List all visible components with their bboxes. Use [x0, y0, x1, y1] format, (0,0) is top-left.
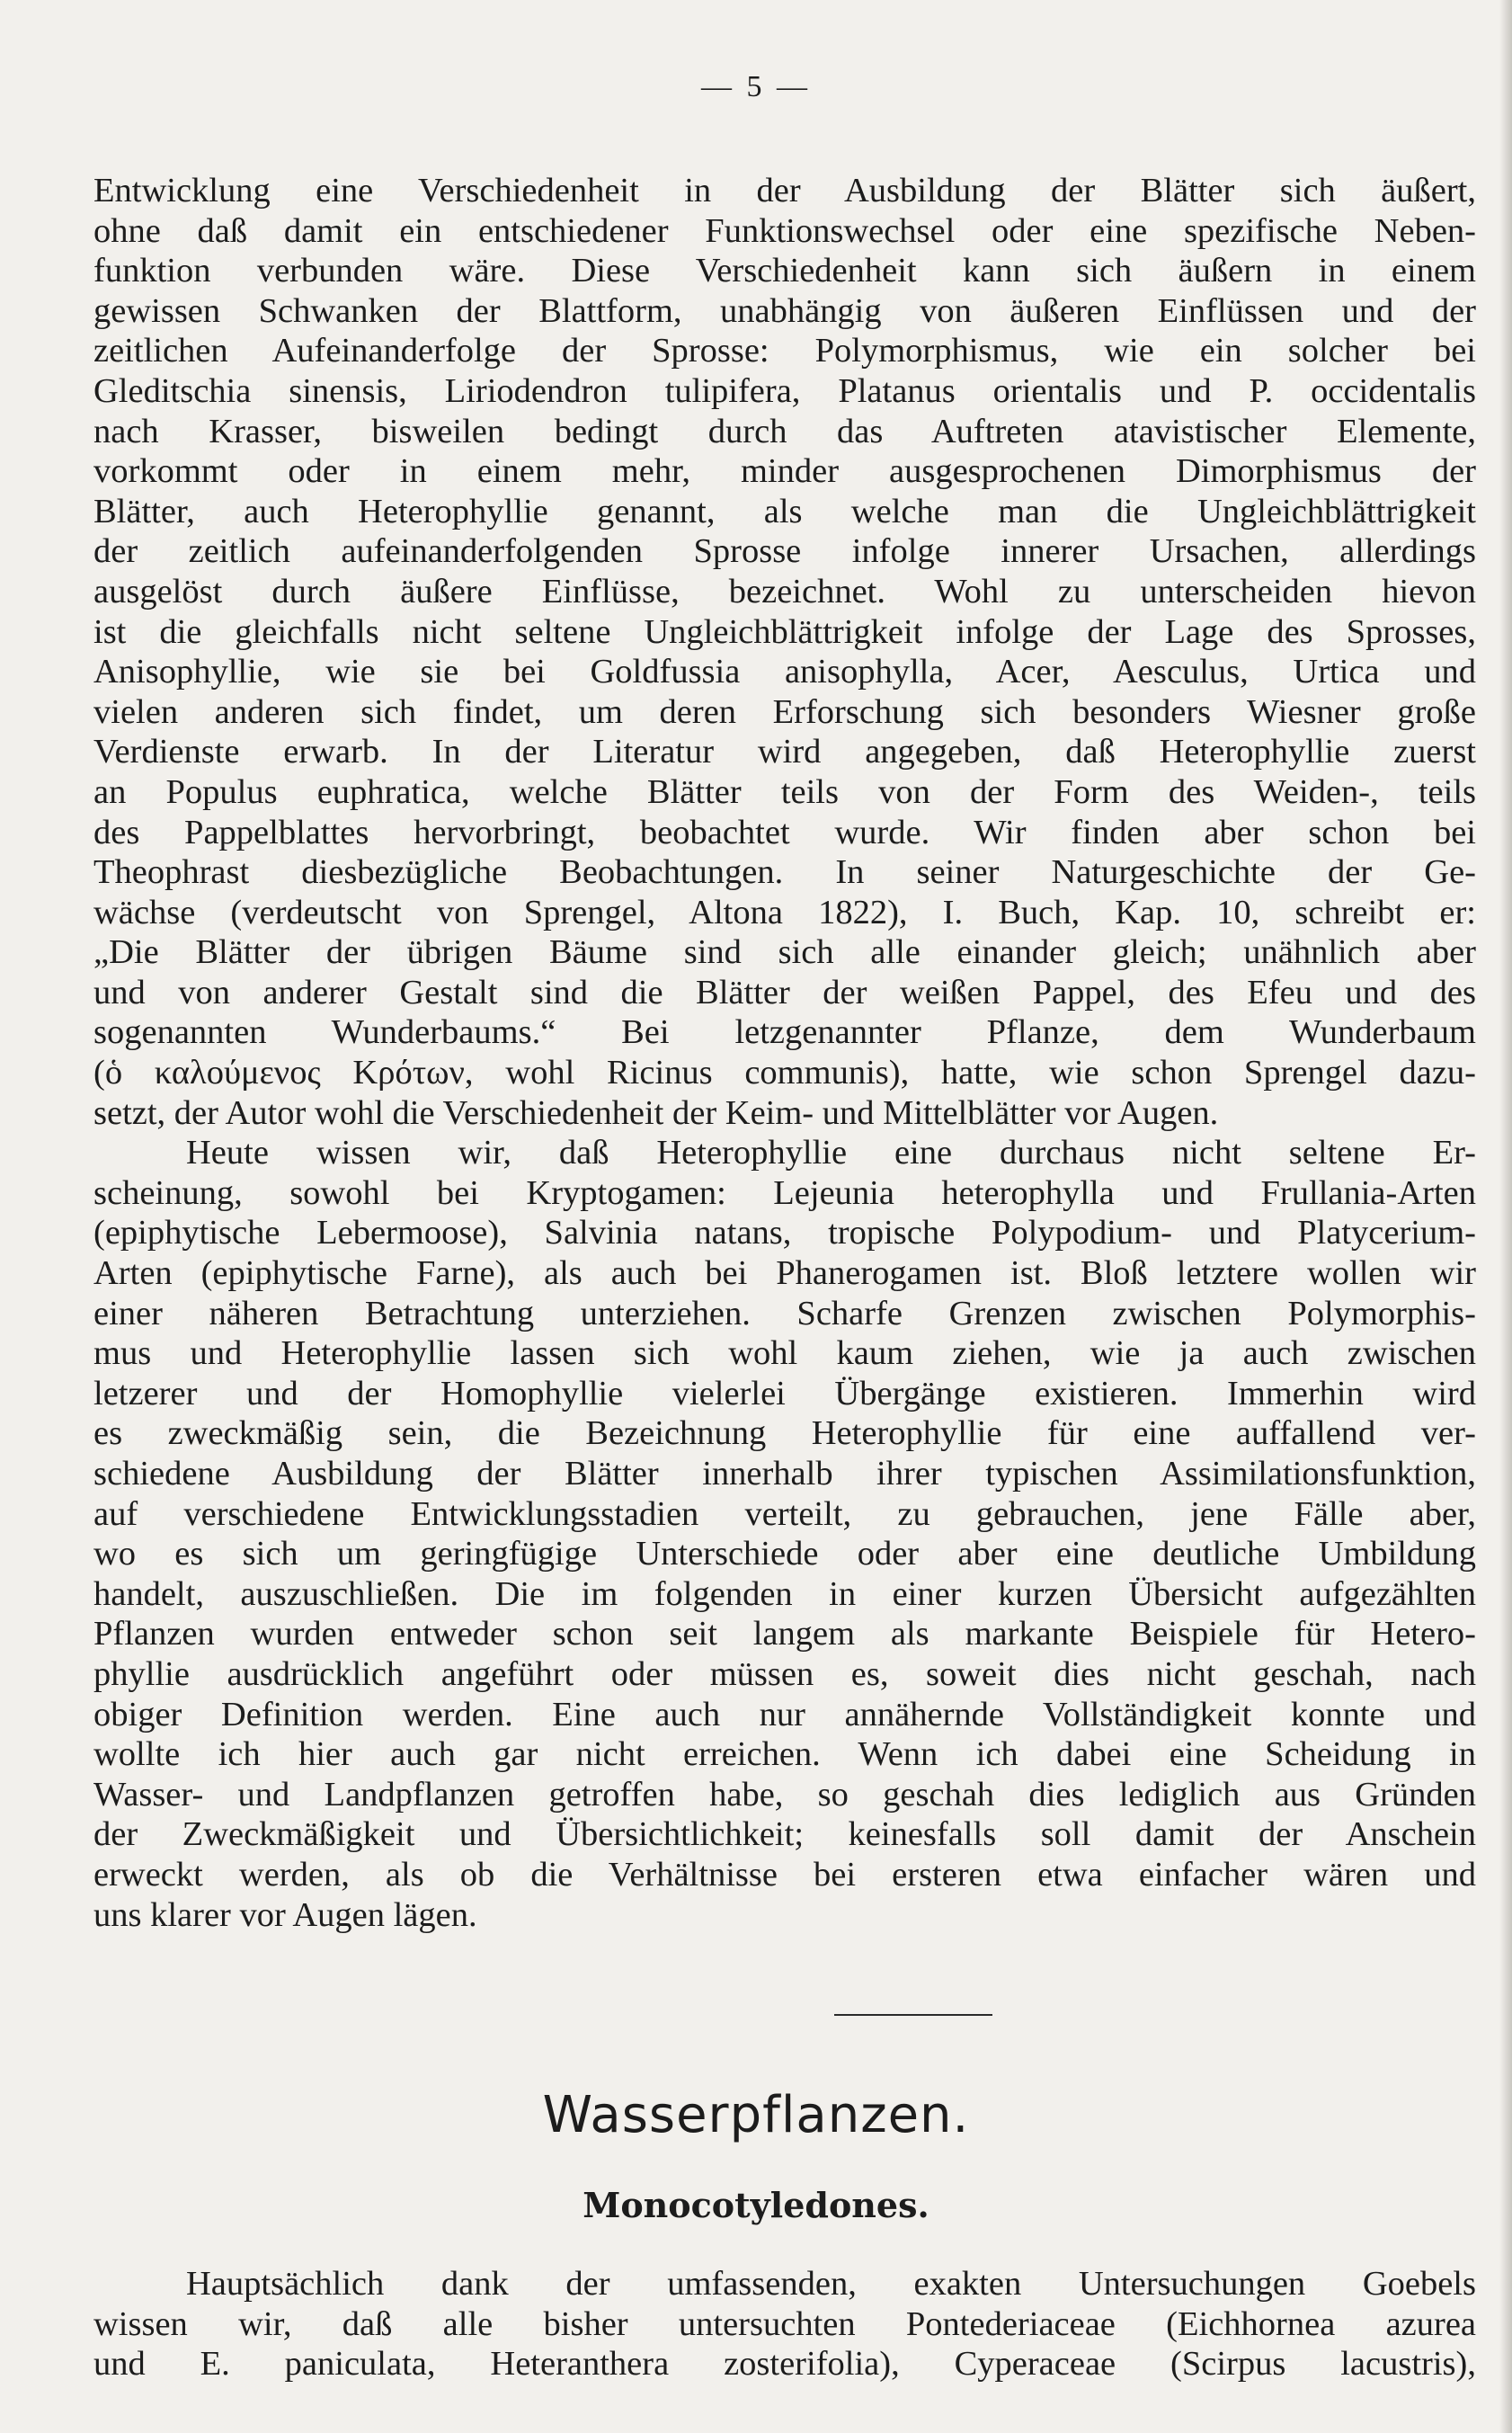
text-line: vielen anderen sich findet, um deren Erforschung sich besonders Wiesner große — [93, 692, 1476, 731]
text-line: Verdienste erwarb. In der Literatur wird angegeben, daß Heterophyllie zuerst — [93, 733, 1476, 771]
text-line: der zeitlich aufeinanderfolgenden Sprosse infolge innerer Ursachen, allerdings — [93, 532, 1476, 571]
text-line: ist die gleichfalls nicht seltene Ungleichblättrigkeit infolge der Lage des Sprosses, — [93, 612, 1476, 651]
text-line: Gleditschia sinensis, Liriodendron tulipifera, Platanus orientalis und P. occidentalis — [93, 371, 1476, 410]
text-line: (epiphytische Lebermoose), Salvinia natans, tropische Polypodium- und Platycerium- — [93, 1214, 1476, 1252]
text-line: Anisophyllie, wie sie bei Goldfussia anisophylla, Acer, Aesculus, Urtica und — [93, 653, 1476, 691]
text-line: Theophrast diesbezügliche Beobachtungen. In seiner Naturgeschichte der Ge- — [93, 853, 1476, 892]
text-line: ausgelöst durch äußere Einflüsse, bezeichnet. Wohl zu unterscheiden hievon — [93, 572, 1476, 610]
text-line: wissen wir, daß alle bisher untersuchten Pontederiaceae (Eichhornea azurea — [93, 2304, 1476, 2343]
text-line: auf verschiedene Entwicklungsstadien verteilt, zu gebrauchen, jene Fälle aber, — [93, 1494, 1476, 1533]
text-line: „Die Blätter der übrigen Bäume sind sich alle einander gleich; unähnlich aber — [93, 933, 1476, 972]
text-line: wächse (verdeutscht von Sprengel, Altona 1822), I. Buch, Kap. 10, schreibt er: — [93, 893, 1476, 931]
text-line: funktion verbunden wäre. Diese Verschiedenheit kann sich äußern in einem — [93, 252, 1476, 290]
text-line: Heute wissen wir, daß Heterophyllie eine durchaus nicht seltene Er- — [186, 1134, 1476, 1172]
text-line: obiger Definition werden. Eine auch nur annähernde Vollständigkeit konnte und — [93, 1695, 1476, 1733]
text-line: Entwicklung eine Verschiedenheit in der Ausbildung der Blätter sich äußert, — [93, 172, 1476, 209]
text-line: phyllie ausdrücklich angeführt oder müssen es, soweit dies nicht geschah, nach — [93, 1654, 1476, 1693]
text-line: nach Krasser, bisweilen bedingt durch das Auftreten atavistischer Elemente, — [93, 412, 1476, 450]
text-line: zeitlichen Aufeinanderfolge der Sprosse: Polymorphismus, wie ein solcher bei — [93, 332, 1476, 370]
text-line: der Zweckmäßigkeit und Übersichtlichkeit; keinesfalls soll damit der Anschein — [93, 1815, 1476, 1854]
text-line: sogenannten Wunderbaums.“ Bei letzgenannter Pflanze, dem Wunderbaum — [93, 1013, 1476, 1052]
subsection-heading: Monocotyledones. — [583, 2185, 929, 2225]
text-line: Hauptsächlich dank der umfassenden, exakten Untersuchungen Goebels — [186, 2265, 1476, 2303]
text-line: setzt, der Autor wohl die Verschiedenheit der Keim- und Mittelblätter vor Augen. — [93, 1093, 1219, 1132]
paragraph-3 — [93, 2264, 1476, 2384]
section-heading: Wasserpflanzen. — [542, 2086, 970, 2144]
text-line: Pflanzen wurden entweder schon seit langem als markante Beispiele für Hetero- — [93, 1615, 1476, 1653]
text-line: einer näheren Betrachtung unterziehen. Scharfe Grenzen zwischen Polymorphis- — [93, 1294, 1476, 1332]
text-line: ohne daß damit ein entschiedener Funktionswechsel oder eine spezifische Neben- — [93, 211, 1476, 250]
section-divider — [834, 2014, 992, 2016]
text-line: (ὁ καλούμενος Κρότων, wohl Ricinus communis), hatte, wie schon Sprengel dazu- — [93, 1054, 1476, 1092]
text-line: Wasser- und Landpflanzen getroffen habe, so geschah dies lediglich aus Gründen — [93, 1775, 1476, 1814]
page-number: — 5 — — [701, 70, 811, 103]
text-line: erweckt werden, als ob die Verhältnisse bei ersteren etwa einfacher wären und — [93, 1855, 1476, 1894]
text-line: wo es sich um geringfügige Unterschiede oder aber eine deutliche Umbildung — [93, 1535, 1476, 1573]
paragraph-2 — [93, 1133, 1476, 1935]
text-line: uns klarer vor Augen lägen. — [93, 1895, 477, 1934]
text-line: es zweckmäßig sein, die Bezeichnung Heterophyllie für eine auffallend ver- — [93, 1414, 1476, 1453]
text-line: Arten (epiphytische Farne), als auch bei Phanerogamen ist. Bloß letztere wollen wir — [93, 1254, 1476, 1293]
text-line: wollte ich hier auch gar nicht erreichen. Wenn ich dabei eine Scheidung in — [93, 1735, 1476, 1774]
text-line: letzerer und der Homophyllie vielerlei Übergänge existieren. Immerhin wird — [93, 1374, 1476, 1413]
text-line: vorkommt oder in einem mehr, minder ausgesprochenen Dimorphismus der — [93, 452, 1476, 491]
text-line: scheinung, sowohl bei Kryptogamen: Lejeunia heterophylla und Frullania-Arten — [93, 1173, 1476, 1212]
text-line: gewissen Schwanken der Blattform, unabhängig von äußeren Einflüssen und der — [93, 291, 1476, 330]
paragraph-1 — [93, 171, 1476, 1133]
text-line: mus und Heterophyllie lassen sich wohl kaum ziehen, wie ja auch zwischen — [93, 1334, 1476, 1373]
text-line: des Pappelblattes hervorbringt, beobachtet wurde. Wir finden aber schon bei — [93, 813, 1476, 851]
text-line: handelt, auszuschließen. Die im folgenden in einer kurzen Übersicht aufgezählten — [93, 1574, 1476, 1613]
text-line: und E. paniculata, Heteranthera zosterifolia), Cyperaceae (Scirpus lacustris), — [93, 2345, 1476, 2384]
page-edge-shadow — [1499, 0, 1512, 2433]
text-line: Blätter, auch Heterophyllie genannt, als welche man die Ungleichblättrigkeit — [93, 492, 1476, 530]
main-text — [93, 171, 1476, 1935]
text-line: und von anderer Gestalt sind die Blätter der weißen Pappel, des Efeu und des — [93, 973, 1476, 1012]
text-line: an Populus euphratica, welche Blätter teils von der Form des Weiden-, teils — [93, 772, 1476, 811]
text-line: schiedene Ausbildung der Blätter innerhalb ihrer typischen Assimilationsfunktion, — [93, 1455, 1476, 1493]
